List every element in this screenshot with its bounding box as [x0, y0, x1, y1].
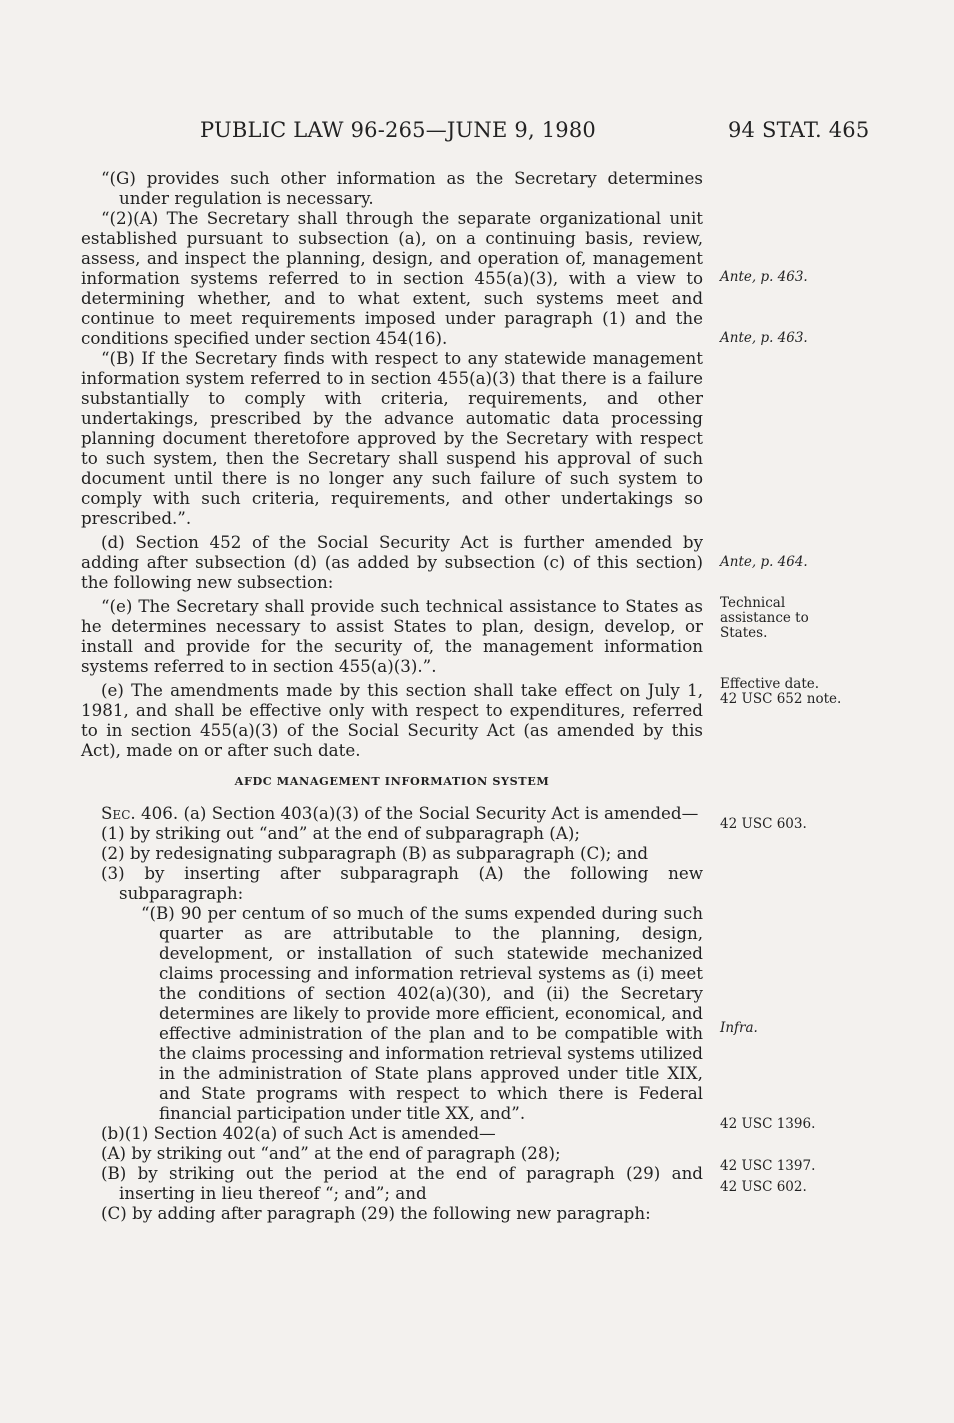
- margin-note: 42 USC 603.: [720, 816, 807, 832]
- margin-note: Ante, p. 463.: [720, 269, 808, 285]
- paragraph-g: “(G) provides such other information as the Secretary determines under regulation is necessary.: [101, 168, 703, 208]
- page-header-stat: 94 STAT. 465: [728, 118, 870, 142]
- list-item: (C) by adding after paragraph (29) the following new paragraph:: [101, 1203, 651, 1223]
- main-text: [81, 168, 703, 1223]
- section-label: Sec.: [101, 803, 136, 823]
- margin-note-technical-assistance: Technical assistance to States.: [720, 595, 809, 641]
- list-item: (A) by striking out “and” at the end of paragraph (28);: [101, 1143, 561, 1163]
- list-item: (B) by striking out the period at the end of paragraph (29) and inserting in lieu thereof “; and”; and: [101, 1163, 703, 1203]
- margin-note: 42 USC 1396.: [720, 1116, 816, 1132]
- subparagraph-b-quote: “(B) 90 per centum of so much of the sums expended during such quarter as are attributable to the planning, design, development, or installation of such statewide mechanized claims processing and information retrieval systems as (i) meet the conditions of section 402(a)(30), and (ii) the Secretary determines are likely to provide more efficient, economical, and effective administration of the plan and to be compatible with the claims processing and information retrieval systems utilized in the administration of State plans approved under title XIX, and State programs with respect to which there is Federal financial participation under title XX, and”.: [141, 903, 703, 1123]
- paragraph-b1: (b)(1) Section 402(a) of such Act is amended—: [101, 1123, 496, 1143]
- section-406-intro: [81, 803, 703, 823]
- paragraph-d: (d) Section 452 of the Social Security Act is further amended by adding after subsection (d) (as added by subsection (c) of this section) the following new subsection:: [81, 532, 703, 592]
- page-header-title: PUBLIC LAW 96-265—JUNE 9, 1980: [200, 118, 596, 142]
- paragraph-e-effective: (e) The amendments made by this section shall take effect on July 1, 1981, and shall be effective only with respect to expenditures, referred to in section 455(a)(3) of the Social Security Act (as amended by this Act), made on or after such date.: [81, 680, 703, 760]
- margin-note: 42 USC 602.: [720, 1179, 807, 1195]
- section-406-text: 406. (a) Section 403(a)(3) of the Social Security Act is amended—: [135, 803, 699, 823]
- margin-note: Infra.: [720, 1020, 758, 1036]
- margin-note: Ante, p. 464.: [720, 554, 808, 570]
- list-item: (1) by striking out “and” at the end of subparagraph (A);: [101, 823, 580, 843]
- list-item: (2) by redesignating subparagraph (B) as subparagraph (C); and: [101, 843, 649, 863]
- paragraph-2b: “(B) If the Secretary finds with respect to any statewide management information system referred to in section 455(a)(3) that there is a failure substantially to comply with criteria, requirements, and other undertakings, prescribed by the advance automatic data processing planning document theretofore approved by the Secretary with respect to such system, then the Secretary shall suspend his approval of such document until there is no longer any such failure of such system to comply with such criteria, requirements, and other undertakings so prescribed.”.: [81, 348, 703, 528]
- margin-note-effective-date: Effective date. 42 USC 652 note.: [720, 676, 842, 707]
- section-heading: AFDC MANAGEMENT INFORMATION SYSTEM: [234, 774, 550, 788]
- margin-note: 42 USC 1397.: [720, 1158, 816, 1174]
- margin-note: Ante, p. 463.: [720, 330, 808, 346]
- paragraph-2a: “(2)(A) The Secretary shall through the separate organizational unit established pursuant to subsection (a), on a continuing basis, review, assess, and inspect the planning, design, and operation of, management information systems referred to in section 455(a)(3), with a view to determining whether, and to what extent, such systems meet and continue to meet requirements imposed under paragraph (1) and the conditions specified under section 454(16).: [81, 208, 703, 348]
- list-item: (3) by inserting after subparagraph (A) the following new subparagraph:: [101, 863, 703, 903]
- paragraph-e-quote: “(e) The Secretary shall provide such technical assistance to States as he determines necessary to assist States to plan, design, develop, or install and provide for the security of, the management information systems referred to in section 455(a)(3).”.: [81, 596, 703, 676]
